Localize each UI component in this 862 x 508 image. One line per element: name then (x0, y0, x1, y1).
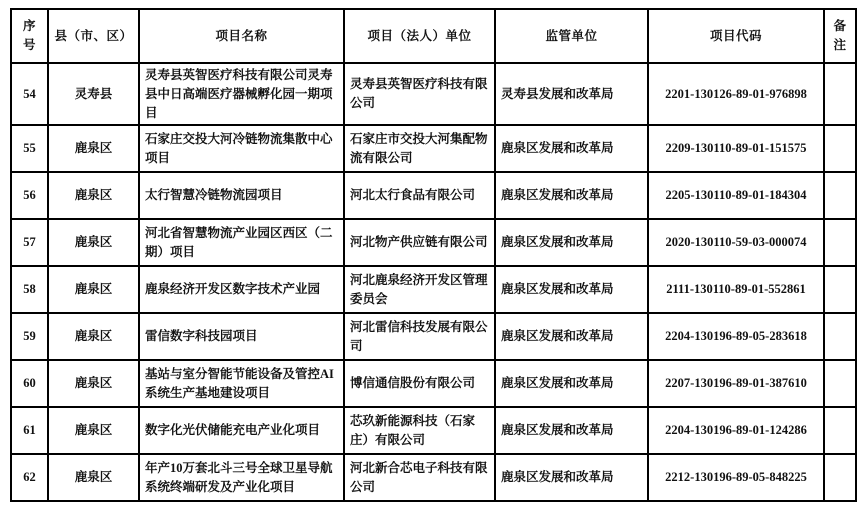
cell-no: 61 (11, 407, 48, 454)
cell-project: 河北省智慧物流产业园区西区（二期）项目 (139, 219, 344, 266)
cell-project: 数字化光伏储能充电产业化项目 (139, 407, 344, 454)
cell-no: 62 (11, 454, 48, 501)
cell-project: 基站与室分智能节能设备及管控AI系统生产基地建设项目 (139, 360, 344, 407)
table-row (11, 266, 856, 313)
cell-project: 雷信数字科技园项目 (139, 313, 344, 360)
projects-table (10, 8, 857, 502)
cell-county: 鹿泉区 (48, 219, 139, 266)
cell-no: 57 (11, 219, 48, 266)
cell-no: 60 (11, 360, 48, 407)
column-header-note: 备注 (824, 9, 856, 63)
column-header-code: 项目代码 (648, 9, 824, 63)
cell-supervisor: 鹿泉区发展和改革局 (495, 454, 648, 501)
cell-no: 58 (11, 266, 48, 313)
cell-supervisor: 鹿泉区发展和改革局 (495, 407, 648, 454)
cell-supervisor: 鹿泉区发展和改革局 (495, 125, 648, 172)
cell-entity: 河北物产供应链有限公司 (344, 219, 495, 266)
cell-no: 56 (11, 172, 48, 219)
table-header (11, 9, 856, 63)
cell-supervisor: 鹿泉区发展和改革局 (495, 219, 648, 266)
cell-entity: 灵寿县英智医疗科技有限公司 (344, 63, 495, 125)
table-header-row (11, 9, 856, 63)
cell-county: 鹿泉区 (48, 266, 139, 313)
cell-county: 鹿泉区 (48, 313, 139, 360)
column-header-supervisor: 监管单位 (495, 9, 648, 63)
table-row (11, 219, 856, 266)
cell-code: 2205-130110-89-01-184304 (648, 172, 824, 219)
cell-code: 2204-130196-89-01-124286 (648, 407, 824, 454)
cell-note (824, 219, 856, 266)
cell-county: 鹿泉区 (48, 454, 139, 501)
cell-note (824, 313, 856, 360)
cell-entity: 河北新合芯电子科技有限公司 (344, 454, 495, 501)
cell-note (824, 266, 856, 313)
cell-note (824, 407, 856, 454)
cell-county: 鹿泉区 (48, 125, 139, 172)
table-row (11, 63, 856, 125)
cell-project: 石家庄交投大河冷链物流集散中心项目 (139, 125, 344, 172)
cell-code: 2204-130196-89-05-283618 (648, 313, 824, 360)
cell-county: 鹿泉区 (48, 172, 139, 219)
cell-code: 2201-130126-89-01-976898 (648, 63, 824, 125)
cell-note (824, 360, 856, 407)
cell-note (824, 454, 856, 501)
cell-code: 2111-130110-89-01-552861 (648, 266, 824, 313)
cell-code: 2209-130110-89-01-151575 (648, 125, 824, 172)
cell-entity: 石家庄市交投大河集配物流有限公司 (344, 125, 495, 172)
table-row (11, 125, 856, 172)
cell-note (824, 63, 856, 125)
cell-entity: 河北太行食品有限公司 (344, 172, 495, 219)
cell-code: 2020-130110-59-03-000074 (648, 219, 824, 266)
cell-supervisor: 鹿泉区发展和改革局 (495, 313, 648, 360)
cell-entity: 河北鹿泉经济开发区管理委员会 (344, 266, 495, 313)
cell-project: 太行智慧冷链物流园项目 (139, 172, 344, 219)
column-header-entity: 项目（法人）单位 (344, 9, 495, 63)
cell-code: 2212-130196-89-05-848225 (648, 454, 824, 501)
cell-no: 54 (11, 63, 48, 125)
table-row (11, 454, 856, 501)
cell-county: 鹿泉区 (48, 360, 139, 407)
column-header-no: 序号 (11, 9, 48, 63)
cell-no: 59 (11, 313, 48, 360)
table-row (11, 172, 856, 219)
table-row (11, 360, 856, 407)
cell-county: 灵寿县 (48, 63, 139, 125)
cell-supervisor: 鹿泉区发展和改革局 (495, 266, 648, 313)
cell-note (824, 125, 856, 172)
cell-code: 2207-130196-89-01-387610 (648, 360, 824, 407)
cell-supervisor: 鹿泉区发展和改革局 (495, 172, 648, 219)
cell-supervisor: 鹿泉区发展和改革局 (495, 360, 648, 407)
cell-entity: 河北雷信科技发展有限公司 (344, 313, 495, 360)
cell-county: 鹿泉区 (48, 407, 139, 454)
cell-entity: 博信通信股份有限公司 (344, 360, 495, 407)
cell-supervisor: 灵寿县发展和改革局 (495, 63, 648, 125)
cell-entity: 芯玖新能源科技（石家庄）有限公司 (344, 407, 495, 454)
table-row (11, 313, 856, 360)
column-header-county: 县（市、区） (48, 9, 139, 63)
column-header-project: 项目名称 (139, 9, 344, 63)
cell-note (824, 172, 856, 219)
cell-project: 灵寿县英智医疗科技有限公司灵寿县中日高端医疗器械孵化园一期项目 (139, 63, 344, 125)
cell-project: 鹿泉经济开发区数字技术产业园 (139, 266, 344, 313)
cell-no: 55 (11, 125, 48, 172)
table-body (11, 63, 856, 501)
cell-project: 年产10万套北斗三号全球卫星导航系统终端研发及产业化项目 (139, 454, 344, 501)
table-row (11, 407, 856, 454)
